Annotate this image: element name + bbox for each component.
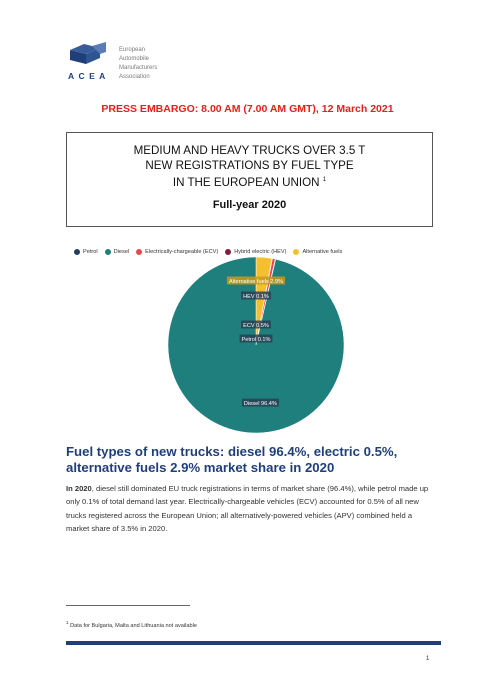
org-name-line: Manufacturers [119,65,158,71]
body-lead: In 2020 [66,484,92,493]
footnote-text: Data for Bulgaria, Malta and Lithuania not available [70,623,197,629]
data-label: Petrol 0.1% [241,337,271,343]
org-name-line: European [119,47,146,53]
data-label: ECV 0.5% [243,323,269,329]
legend-label: Alternative fuels [302,249,343,255]
legend-label: Hybrid electric (HEV) [234,249,287,255]
subtitle: Full-year 2020 [212,199,287,211]
press-embargo: PRESS EMBARGO: 8.00 AM (7.00 AM GMT), 12 March 2021 [101,103,394,115]
page-number: 1 [426,656,430,662]
legend-label: Petrol [83,249,98,255]
org-name-line: Association [119,74,150,80]
footnote-marker: 1 [66,620,69,625]
title-line: NEW REGISTRATIONS BY FUEL TYPE [145,159,354,172]
data-label: HEV 0.1% [243,294,269,300]
title-line: IN THE EUROPEAN UNION [172,176,320,189]
body-text: , diesel still dominated EU truck registrations in terms of market share (96.4%), while petrol made up only 0.1% of total demand last year. Electrically-chargeable vehicles (ECV) accounted for 0.5% of all new trucks registered across the European Union; all alternatively-powered vehicles (APV) combined held a market share of 3.5% in 2020. [66,484,429,534]
org-name-line: Automobile [119,56,150,62]
footer-bar [66,641,441,645]
title-line: MEDIUM AND HEAVY TRUCKS OVER 3.5 T [133,144,366,157]
section-body [66,482,436,536]
data-label: Alternative fuels 2.9% [228,279,284,285]
legend-label: Diesel [113,249,130,255]
footnote-divider [66,605,190,606]
footnote-marker: 1 [322,177,327,183]
legend-label: Electrically-chargeable (ECV) [145,249,219,255]
data-label: Diesel 96.4% [243,401,277,408]
footnote [66,620,197,629]
section-heading: Fuel types of new trucks: diesel 96.4%, electric 0.5%, alternative fuels 2.9% market share in 2020 [66,444,398,475]
acea-logo-text: ACEA [68,71,110,81]
